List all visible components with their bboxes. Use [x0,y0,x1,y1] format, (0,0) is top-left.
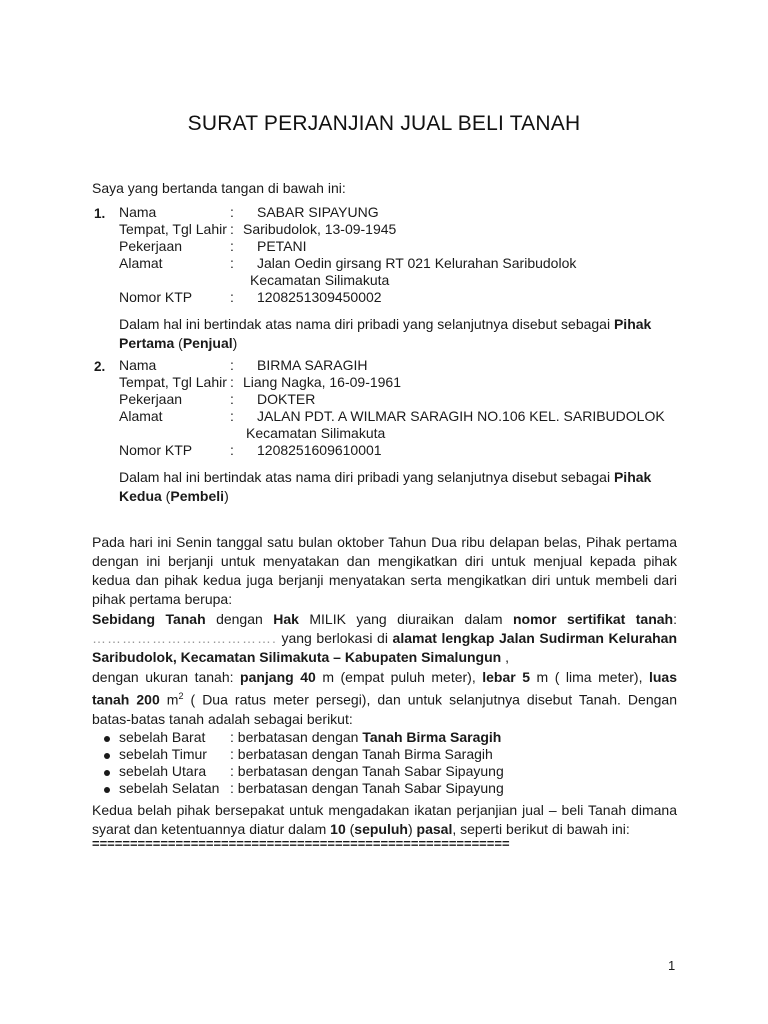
bullet-icon [104,736,110,742]
colon: : [230,391,234,407]
border-side: sebelah Timur [119,746,207,762]
bullet-icon [104,787,110,793]
divider-line: ======================================================= [92,836,510,851]
party-1-number: 1. [94,206,106,221]
opening-paragraph: Pada hari ini Senin tanggal satu bulan oktober Tahun Dua ribu delapan belas, Pihak pertama dengan ini berjanji untuk menyatakan dan mengikatkan diri untuk menjual kepada pihak kedua dan pihak kedua juga berjanji menyatakan serta mengikatkan diri untuk membeli dari pihak pertama berupa: [92,534,677,607]
field-label: Pekerjaan [119,238,183,254]
colon: : [230,204,234,220]
field-label: Nama [119,357,157,373]
intro-text: Saya yang bertanda tangan di bawah ini: [92,180,346,196]
document-title: SURAT PERJANJIAN JUAL BELI TANAH [187,112,581,135]
border-desc: : berbatasan dengan Tanah Sabar Sipayung [230,763,504,779]
party-1-ktp: 1208251309450002 [257,289,382,305]
party-1-address: Jalan Oedin girsang RT 021 Kelurahan Saribudolok [257,255,577,271]
colon: : [230,255,234,271]
certificate-number-blank: ………………………………. [92,630,277,646]
colon: : [230,238,234,254]
party-1-name: SABAR SIPAYUNG [257,204,379,220]
field-label: Alamat [119,255,163,271]
land-size-paragraph: dengan ukuran tanah: panjang 40 m (empat puluh meter), lebar 5 m ( lima meter), luas tanah 200 $m^2$ ( Dua ratus meter persegi), dan untuk selanjutnya disebut Tanah. Dengan batas-batas tanah adalah sebagai berikut: [92,669,677,727]
border-side: sebelah Selatan [119,780,220,796]
party-1-address-line2: Kecamatan Silimakuta [250,272,390,288]
page-number: 1 [668,958,676,973]
closing-paragraph: Kedua belah pihak bersepakat untuk mengadakan ikatan perjanjian jual – beli Tanah dimana syarat dan ketentuannya diatur dalam 10 (sepuluh) pasal, seperti berikut di bawah ini: [92,802,677,837]
colon: : [230,221,234,237]
party-1-statement: Dalam hal ini bertindak atas nama diri pribadi yang selanjutnya disebut sebagai Pihak Pertama (Penjual) [119,316,652,351]
colon: : [230,408,234,424]
field-label: Alamat [119,408,163,424]
party-2-name: BIRMA SARAGIH [257,357,368,373]
bullet-icon [104,770,110,776]
colon: : [230,442,234,458]
border-desc: : berbatasan dengan Tanah Birma Saragih [230,729,502,745]
party-2-statement: Dalam hal ini bertindak atas nama diri pribadi yang selanjutnya disebut sebagai Pihak Kedua (Pembeli) [119,469,652,504]
border-desc: : berbatasan dengan Tanah Sabar Sipayung [230,780,504,796]
party-1-birth: Saribudolok, 13-09-1945 [243,221,397,237]
border-side: sebelah Utara [119,763,207,779]
colon: : [230,357,234,373]
field-label: Nama [119,204,157,220]
field-label: Nomor KTP [119,442,193,458]
party-2-address: JALAN PDT. A WILMAR SARAGIH NO.106 KEL. SARIBUDOLOK [257,408,665,424]
bullet-icon [104,753,110,759]
party-2-birth: Liang Nagka, 16-09-1961 [243,374,402,390]
border-desc: : berbatasan dengan Tanah Birma Saragih [230,746,493,762]
colon: : [230,289,234,305]
land-description: Sebidang Tanah dengan Hak MILIK yang diuraikan dalam nomor sertifikat tanah: ………………………………. yang berlokasi di alamat lengkap Jalan Sudirman Kelurahan Saribudolok, Kecamatan Silimakuta – Kabupaten Simalungun , [92,611,677,665]
field-label: Nomor KTP [119,289,193,305]
party-1-occupation: PETANI [257,238,307,254]
colon: : [230,374,234,390]
field-label: Pekerjaan [119,391,183,407]
party-2-ktp: 1208251609610001 [257,442,382,458]
field-label: Tempat, Tgl Lahir [119,374,227,390]
party-2-number: 2. [94,359,106,374]
field-label: Tempat, Tgl Lahir [119,221,227,237]
party-2-occupation: DOKTER [257,391,316,407]
border-side: sebelah Barat [119,729,206,745]
party-2-address-line2: Kecamatan Silimakuta [246,425,386,441]
